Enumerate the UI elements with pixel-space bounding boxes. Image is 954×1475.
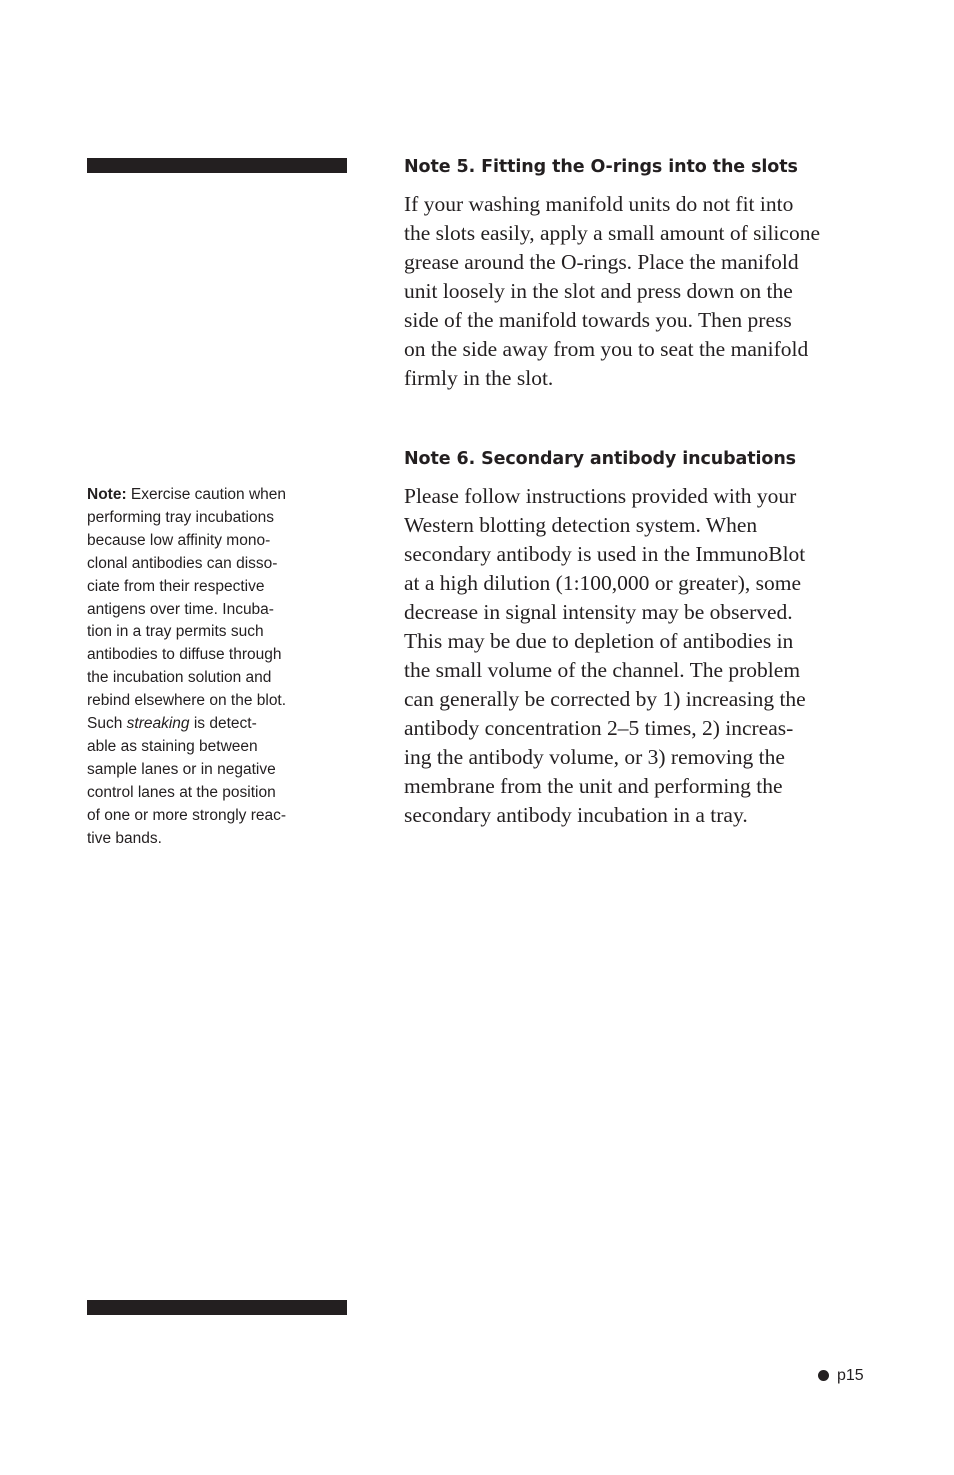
- streaking-term: streaking: [126, 715, 190, 733]
- margin-caution-note: [87, 484, 357, 851]
- top-divider-bar: [87, 158, 347, 173]
- side-note-label: Note:: [87, 486, 127, 503]
- bottom-divider-bar: [87, 1300, 347, 1315]
- side-note-line: because low affinity mono-: [87, 531, 271, 549]
- side-note-text: is detect-: [189, 715, 257, 733]
- note-6-line: Western blotting detection system. When: [404, 513, 758, 537]
- note-6-body: [404, 482, 874, 830]
- note-5-line: side of the manifold towards you. Then press: [404, 308, 792, 332]
- side-note-text: Exercise caution when: [126, 486, 286, 503]
- note-6-line: membrane from the unit and performing the: [404, 774, 783, 798]
- note-5-line: the slots easily, apply a small amount of silicone: [404, 221, 820, 245]
- side-note-line: sample lanes or in negative: [87, 760, 276, 778]
- note-6-line: secondary antibody incubation in a tray.: [404, 803, 748, 827]
- side-note-line: clonal antibodies can disso-: [87, 554, 278, 572]
- note-6-line: secondary antibody is used in the ImmunoBlot: [404, 542, 806, 566]
- note-5-line: unit loosely in the slot and press down on the: [404, 279, 793, 303]
- note-6-line: ing the antibody volume, or 3) removing the: [404, 745, 785, 769]
- note-5-line: grease around the O-rings. Place the manifold: [404, 250, 799, 274]
- side-note-line: of one or more strongly reac-: [87, 806, 287, 824]
- note-6-line: Please follow instructions provided with your: [404, 484, 797, 508]
- note-6-line: the small volume of the channel. The problem: [404, 658, 801, 682]
- note-6-line: decrease in signal intensity may be observed.: [404, 600, 793, 624]
- note-6-heading: Note 6. Secondary antibody incubations: [404, 449, 797, 469]
- note-5-heading: Note 5. Fitting the O-rings into the slots: [404, 157, 798, 177]
- note-6-line: can generally be corrected by 1) increasing the: [404, 687, 806, 711]
- note-5-body: [404, 190, 874, 393]
- side-note-line: tion in a tray permits such: [87, 623, 264, 641]
- side-note-line: rebind elsewhere on the blot.: [87, 692, 287, 710]
- side-note-line: performing tray incubations: [87, 508, 274, 526]
- note-5-line: If your washing manifold units do not fit into: [404, 192, 794, 216]
- side-note-text: Such: [87, 715, 127, 733]
- note-5-line: firmly in the slot.: [404, 366, 554, 390]
- side-note-line: able as staining between: [87, 737, 258, 755]
- side-note-line: antibodies to diffuse through: [87, 646, 282, 664]
- side-note-line: tive bands.: [87, 829, 162, 847]
- note-6-line: antibody concentration 2–5 times, 2) increas-: [404, 716, 794, 740]
- side-note-line: the incubation solution and: [87, 669, 272, 687]
- bullet-icon: [818, 1370, 829, 1381]
- note-6-line: at a high dilution (1:100,000 or greater), some: [404, 571, 802, 595]
- page-number: [818, 1367, 864, 1385]
- note-5-line: on the side away from you to seat the manifold: [404, 337, 809, 361]
- side-note-line: ciate from their respective: [87, 577, 265, 595]
- note-6-line: This may be due to depletion of antibodies in: [404, 629, 794, 653]
- side-note-line: [87, 484, 357, 507]
- page-number-text: p15: [837, 1367, 864, 1384]
- side-note-line: [87, 713, 357, 736]
- side-note-line: control lanes at the position: [87, 783, 276, 801]
- side-note-line: antigens over time. Incuba-: [87, 600, 274, 618]
